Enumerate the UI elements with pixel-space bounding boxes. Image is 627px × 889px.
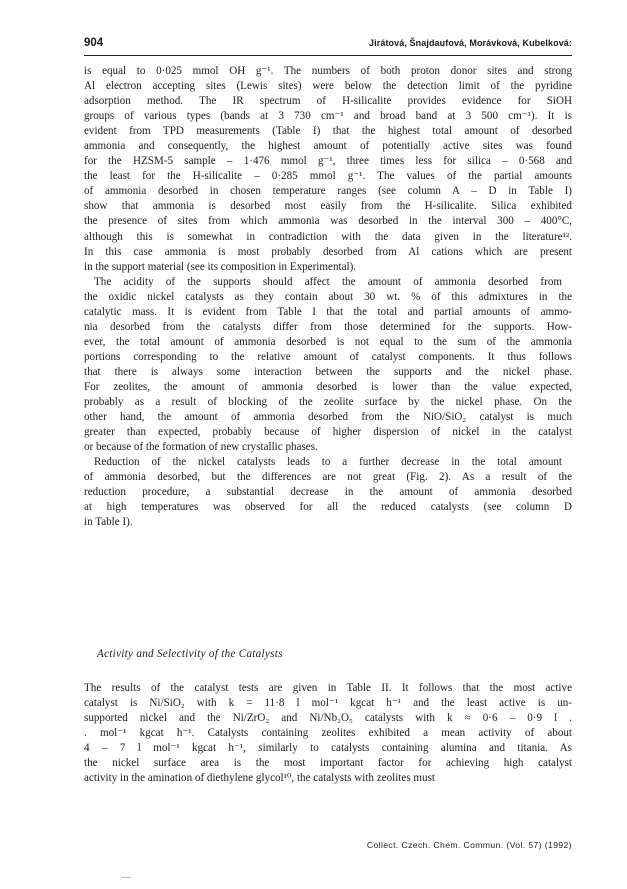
- scan-mark: [121, 877, 131, 878]
- text-line: The acidity of the supports should affect the amount of ammonia desorbed from: [94, 275, 562, 288]
- text-line: the least for the H-silicalite – 0·285 mmol g⁻¹. The values of the partial amounts: [84, 170, 572, 183]
- text-line: ammonia and consequently, the highest amount of potentially active sites was found: [84, 140, 572, 153]
- text-line: at high temperatures was observed for all the reduced catalysts (see column D: [84, 501, 572, 514]
- text-line: nia desorbed from the catalysts differ from those determined for the supports. How-: [84, 320, 573, 333]
- body-text-top: [84, 64, 572, 530]
- text-line: that there is always some interaction between the supports and the nickel phase.: [84, 365, 572, 378]
- text-line: is equal to 0·025 mmol OH g⁻¹. The numbers of both proton donor sites and strong: [84, 65, 572, 77]
- text-line: . mol⁻¹ kgcat h⁻¹. Catalysts containing zeolites exhibited a mean activity of about: [84, 727, 573, 740]
- text-line: reduction procedure, a substantial decrease in the amount of ammonia desorbed: [84, 486, 572, 499]
- text-line: activity in the amination of diethylene glycol¹⁰, the catalysts with zeolites must: [84, 772, 435, 785]
- paragraph-2: [84, 275, 572, 456]
- text-line: adsorption method. The IR spectrum of H-silicalite provides evidence for SiOH: [84, 95, 572, 108]
- text-line: for the HZSM-5 sample – 1·476 mmol g⁻¹, three times less for silica – 0·568 and: [84, 155, 572, 168]
- text-line: groups of various types (bands at 3 730 cm⁻¹ and broad band at 3 500 cm⁻¹). It is: [84, 110, 572, 123]
- text-line: the oxidic nickel catalysts as they contain about 30 wt. % of this admixtures in the: [84, 290, 573, 303]
- page-footer: Collect. Czech. Chem. Commun. (Vol. 57) (1992): [366, 840, 572, 850]
- text-line: catalyst is Ni/SiO₂ with k = 11·8 l mol⁻¹ kgcat h⁻¹ and the least active is un-: [84, 697, 572, 710]
- text-line: probably as a result of blocking of the zeolite surface by the nickel phase. On the: [84, 396, 572, 409]
- text-line: greater than expected, probably because of higher dispersion of nickel in the catalyst: [84, 426, 572, 439]
- text-line: in the support material (see its composition in Experimental).: [84, 260, 357, 273]
- text-line: or because of the formation of new crystallic phases.: [84, 441, 318, 454]
- text-line: the nickel surface area is the most important factor for achieving high catalyst: [84, 757, 573, 770]
- running-head: Jirátová, Šnajdaufová, Morávková, Kubelková:: [369, 38, 572, 48]
- text-line: the presence of sites from which ammonia was desorbed in the interval 300 – 400°C,: [84, 215, 572, 228]
- text-line: although this is somewhat in contradiction with the data given in the literature¹².: [84, 230, 572, 243]
- text-line: 4 – 7 l mol⁻¹ kgcat h⁻¹, similarly to catalysts containing alumina and titania. As: [84, 742, 572, 755]
- text-line: supported nickel and the Ni/ZrO₂ and Ni/Nb₂O₅ catalysts with k ≈ 0·6 – 0·9 l .: [84, 712, 573, 725]
- page-number: 904: [84, 37, 104, 49]
- text-line: catalytic mass. It is evident from Table I that the total and partial amounts of ammo-: [84, 305, 572, 318]
- text-line: The results of the catalyst tests are given in Table II. It follows that the most active: [84, 682, 572, 694]
- text-line: In this case ammonia is most probably desorbed from Al cations which are present: [84, 245, 573, 258]
- text-line: show that ammonia is desorbed most easily from the H-silicalite. Silica exhibited: [84, 200, 572, 213]
- paragraph-1: [84, 64, 572, 275]
- text-line: For zeolites, the amount of ammonia desorbed is lower than the value expected,: [84, 380, 572, 393]
- text-line: Reduction of the nickel catalysts leads to a further decrease in the total amount: [94, 456, 563, 469]
- text-line: of ammonia desorbed, but the differences are not great (Fig. 2). As a result of the: [84, 471, 572, 484]
- section-title: Activity and Selectivity of the Catalysts: [97, 648, 283, 660]
- page-header: [84, 37, 572, 56]
- text-line: portions corresponding to the relative amount of catalyst components. It thus follows: [84, 350, 572, 363]
- text-line: evident from TPD measurements (Table I) that the highest total amount of desorbed: [84, 125, 572, 138]
- text-line: of ammonia desorbed in chosen temperature ranges (see column A – D in Table I): [84, 185, 572, 198]
- text-line: in Table I).: [84, 516, 133, 529]
- body-text-bottom: [84, 681, 572, 786]
- text-line: ever, the total amount of ammonia desorbed is not equal to the sum of the ammonia: [84, 335, 572, 348]
- paragraph-3: [84, 455, 572, 530]
- text-line: other hand, the amount of ammonia desorbed from the NiO/SiO₂ catalyst is much: [84, 411, 572, 424]
- text-line: Al electron accepting sites (Lewis sites) were below the detection limit of the pyridine: [84, 80, 572, 93]
- paragraph-4: [84, 681, 572, 786]
